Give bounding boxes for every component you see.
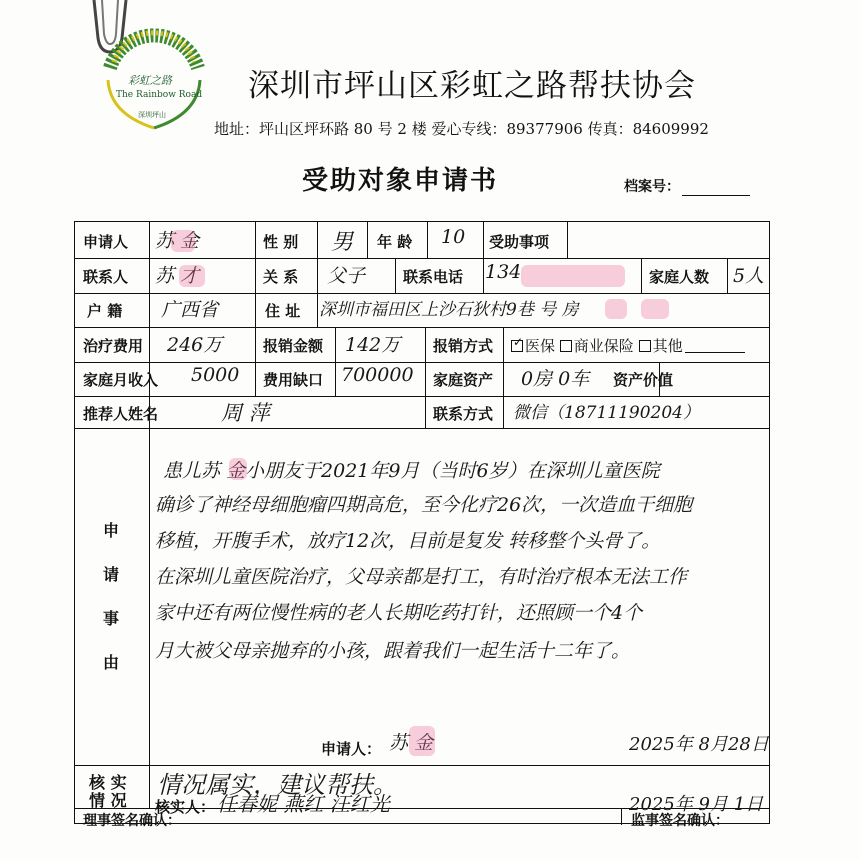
relation-value: 父子 — [327, 265, 366, 287]
cost-gap-label: 费用缺口 — [263, 371, 324, 389]
contact-value: 苏 才 — [155, 265, 200, 287]
gender-label: 性 别 — [263, 233, 299, 251]
redaction-mark — [171, 230, 195, 252]
logo-text-en: The Rainbow Road — [116, 90, 203, 100]
checkbox-commercial-insurance[interactable] — [560, 340, 572, 352]
cost-gap-value: 700000 — [341, 364, 414, 386]
assets-label: 家庭资产 — [433, 371, 494, 389]
hukou-value: 广西省 — [161, 299, 219, 321]
redaction-mark — [641, 299, 669, 319]
form-title: 受助对象申请书 — [302, 166, 499, 196]
checkbox-other[interactable] — [639, 340, 651, 352]
contact-method-value: 微信（18711190204） — [513, 403, 700, 423]
reimburse-method-label: 报销方式 — [433, 337, 494, 355]
narrative-line: 确诊了神经母细胞瘤四期高危，至今化疗26次，一次造血干细胞 — [155, 494, 693, 516]
redaction-mark — [605, 299, 627, 319]
contact-method-label: 联系方式 — [433, 405, 494, 423]
narrative-line: 移植，开腹手术，放疗12次，目前是复发 转移整个头骨了。 — [155, 530, 661, 552]
referrer-value: 周 萍 — [221, 401, 270, 425]
reason-label-char-4: 由 — [102, 653, 119, 672]
applicant-sign-label: 申请人： — [321, 740, 382, 758]
organization-name: 深圳市坪山区彩虹之路帮扶协会 — [248, 68, 696, 104]
gender-value: 男 — [331, 230, 354, 255]
narrative-line: 患儿苏 金小朋友于2021年9月（当时6岁）在深圳儿童医院 — [163, 460, 660, 482]
assets-value: 0房 0车 — [521, 368, 590, 390]
verify-label-line-1: 核 实 — [89, 773, 127, 792]
verify-date: 2025年 9月 1日 — [629, 794, 764, 815]
reason-label-char-2: 请 — [102, 565, 119, 584]
option-other: 其他 — [652, 337, 683, 355]
age-value: 10 — [441, 226, 466, 248]
redaction-mark — [521, 265, 625, 287]
household-size-value: 5人 — [733, 265, 765, 287]
relation-label: 关 系 — [263, 268, 299, 286]
applicant-label: 申请人 — [83, 233, 129, 251]
redaction-mark — [179, 265, 205, 287]
redaction-mark — [229, 458, 247, 480]
treatment-cost-label: 治疗费用 — [83, 337, 144, 355]
option-medical-insurance: 医保 — [525, 337, 556, 355]
director-sign-label: 理事签名确认： — [83, 813, 181, 829]
verifier-label: 核实人： — [155, 798, 216, 816]
narrative-line: 家中还有两位慢性病的老人长期吃药打针，还照顾一个4个 — [155, 602, 643, 624]
verify-content: 情况属实，建议帮扶。 — [157, 771, 397, 799]
monthly-income-label: 家庭月收入 — [83, 371, 159, 389]
narrative-line: 在深圳儿童医院治疗，父母亲都是打工，有时治疗根本无法工作 — [155, 566, 688, 588]
applicant-date: 2025年 8月28日 — [629, 734, 769, 755]
phone-value: 134 — [485, 261, 522, 283]
asset-value-label: 资产价值 — [613, 371, 674, 389]
referrer-label: 推荐人姓名 — [83, 405, 159, 423]
treatment-cost-value: 246万 — [167, 334, 223, 356]
supervisor-sign-label: 监事签名确认： — [631, 813, 729, 829]
logo-text-sub: 深圳坪山 — [138, 111, 166, 119]
narrative-line: 月大被父母亲抛弃的小孩，跟着我们一起生活十二年了。 — [155, 640, 631, 662]
verify-label-line-2: 情 况 — [89, 791, 127, 810]
checkbox-medical-insurance[interactable]: ✓ — [511, 340, 523, 352]
contact-label: 联系人 — [83, 268, 129, 286]
monthly-income-value: 5000 — [191, 364, 240, 386]
organization-contact-info: 地址：坪山区坪环路 80 号 2 楼 爱心专线：89377906 传真：84609992 — [214, 120, 709, 138]
reimbursed-value: 142万 — [345, 334, 401, 356]
age-label: 年 龄 — [377, 233, 413, 251]
archive-number-label: 档案号： — [624, 179, 680, 195]
address-value: 深圳市福田区上沙石狄村9巷 号 房 — [319, 300, 579, 320]
logo-text-cn: 彩虹之路 — [128, 74, 172, 87]
archive-number-field[interactable] — [682, 195, 750, 196]
verifier-signatures: 任春妮 燕红 汪红光 — [217, 792, 390, 816]
option-commercial-insurance: 商业保险 — [573, 337, 634, 355]
reimbursed-label: 报销金额 — [263, 337, 324, 355]
other-input-line[interactable] — [685, 352, 745, 353]
phone-label: 联系电话 — [403, 268, 464, 286]
organization-logo — [100, 28, 208, 136]
reimburse-options — [511, 335, 745, 356]
hukou-label: 户 籍 — [87, 302, 123, 320]
household-size-label: 家庭人数 — [649, 268, 710, 286]
aid-item-label: 受助事项 — [489, 233, 550, 251]
applicant-signature: 苏 金 — [389, 732, 434, 754]
application-table — [74, 221, 770, 829]
redaction-mark — [409, 726, 435, 756]
address-label: 住 址 — [265, 302, 301, 320]
applicant-value: 苏 金 — [155, 230, 200, 252]
reason-label-char-3: 事 — [102, 609, 119, 628]
reason-label-char-1: 申 — [102, 521, 119, 540]
